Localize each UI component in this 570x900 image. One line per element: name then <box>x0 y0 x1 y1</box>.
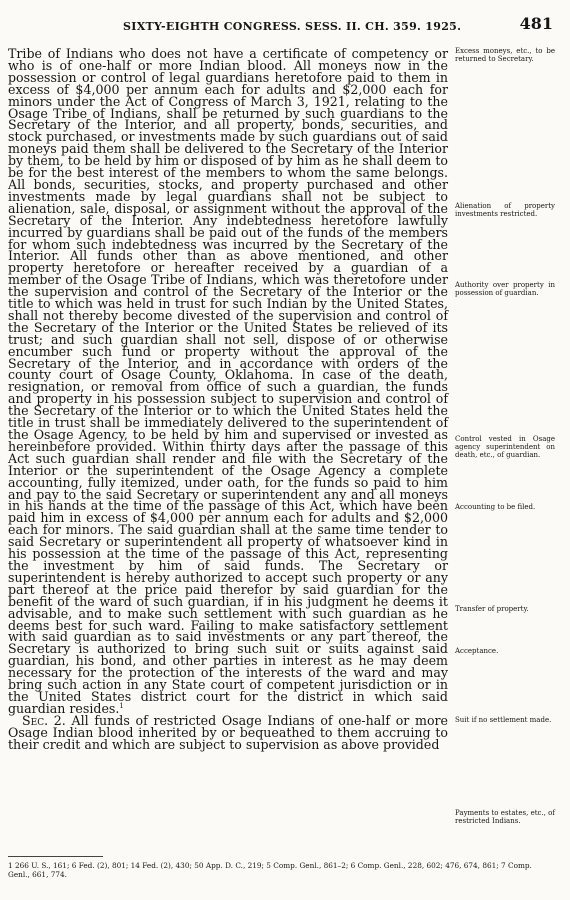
margin-note: Transfer of property. <box>455 605 529 613</box>
margin-note: Suit if no settlement made. <box>455 716 552 724</box>
running-head: SIXTY-EIGHTH CONGRESS. SESS. II. CH. 359. 1925. <box>123 20 462 33</box>
paragraph-2-text: All funds of restricted Osage Indians of one-half or more Osage Indian blood inherited by or bequeathed to them accruing to their credit and which are subject to supervision as above provided <box>8 712 448 752</box>
margin-note: Authority over property in possession of guardian. <box>455 281 555 297</box>
page-number: 481 <box>519 14 553 33</box>
paragraph-1 <box>8 48 448 715</box>
paragraph-2 <box>8 712 448 752</box>
paragraph-1-text: Tribe of Indians who does not have a certificate of competency or who is of one-half or more Indian blood. All moneys now in the possession or control of legal guardians heretofore paid to them in excess of $4,000 per annum each for adults and $2,000 each for minors under the Act of Congress of March 3, 1921, relating to the Osage Tribe of Indians, shall be returned by such guardians to the Secretary of the Interior, and all property, bonds, securities, and stock purchased, or investments made by such guardians out of said moneys paid them shall be delivered to the Secretary of the Interior by them, to be held by him or disposed of by him as he shall deem to be for the best interest of the members to whom the same belongs. All bonds, securities, stocks, and property purchased and other investments made by legal guardians shall not be subject to alienation, sale, disposal, or assignment without the approval of the Secretary of the Interior. Any indebtedness heretofore lawfully incurred by guardians shall be paid out of the funds of the members for whom such indebtedness was incurred by the Secretary of the Interior. All funds other than as above mentioned, and other property heretofore or hereafter received by a guardian of a member of the Osage Tribe of Indians, which was theretofore under the supervision and control of the Secretary of the Interior or the title to which was held in trust for such Indian by the United States, shall not thereby become divested of the supervision and control of the Secretary of the Interior or the United States be relieved of its trust; and such guardian shall not sell, dispose of or otherwise encumber such fund or property without the approval of the Secretary of the Interior, and in accordance with orders of the county court of Osage County, Oklahoma. In case of the death, resignation, or removal from office of such a guardian, the funds and property in his possession subject to supervision and control of the Secretary of the Interior or to which the United States held the title in trust shall be immediately delivered to the superintendent of the Osage Agency, to be held by him and supervised or invested as hereinbefore provided. Within thirty days after the passage of this Act such guardian shall render and file with the Secretary of the Interior or the superintendent of the Osage Agency a complete accounting, fully itemized, under oath, for the funds so paid to him and pay to the said Secretary or superintendent any and all moneys in his hands at the time of the passage of this Act, which have been paid him in excess of $4,000 per annum each for adults and $2,000 each for minors. The said guardian shall at the same time tender to said Secretary or superintendent all property of whatsoever kind in his possession at the time of the passage of this Act, representing the investment by him of said funds. The Secretary or superintendent is hereby authorized to accept such property or any part thereof at the price paid therefor by said guardian for the benefit of the ward of such guardian, if in his judgment he deems it advisable, and to make such settlement with such guardian as he deems best for such ward. Failing to make satisfactory settlement with said guardian as to said investments or any part thereof, the Secretary is authorized to bring such suit or suits against said guardian, his bond, and other parties in interest as he may deem necessary for the protection of the interests of the ward and may bring such action in any State court of competent jurisdiction or in the United States district court for the district in which said guardian resides. <box>8 46 448 716</box>
margin-notes <box>455 0 555 900</box>
margin-note: Alienation of property investments restricted. <box>455 202 555 218</box>
footnote: 1 266 U. S., 161; 6 Fed. (2), 801; 14 Fed. (2), 430; 50 App. D. C., 219; 5 Comp. Genl., 861–2; 6 Comp. Genl., 228, 602; 476, 674, 861; 7 Comp. Genl., 661, 774. <box>8 861 532 879</box>
margin-note: Acceptance. <box>455 647 499 655</box>
margin-note: Excess moneys, etc., to be returned to Secretary. <box>455 47 555 63</box>
margin-note: Control vested in Osage agency superintendent on death, etc., of guardian. <box>455 435 555 459</box>
statute-text <box>8 48 448 750</box>
margin-note: Accounting to be filed. <box>455 503 536 511</box>
section-label: Sec. 2. <box>22 712 66 728</box>
margin-note: Payments to estates, etc., of restricted Indians. <box>455 809 555 825</box>
footnote-mark: 1 <box>119 701 124 710</box>
footnote-rule <box>8 856 103 857</box>
